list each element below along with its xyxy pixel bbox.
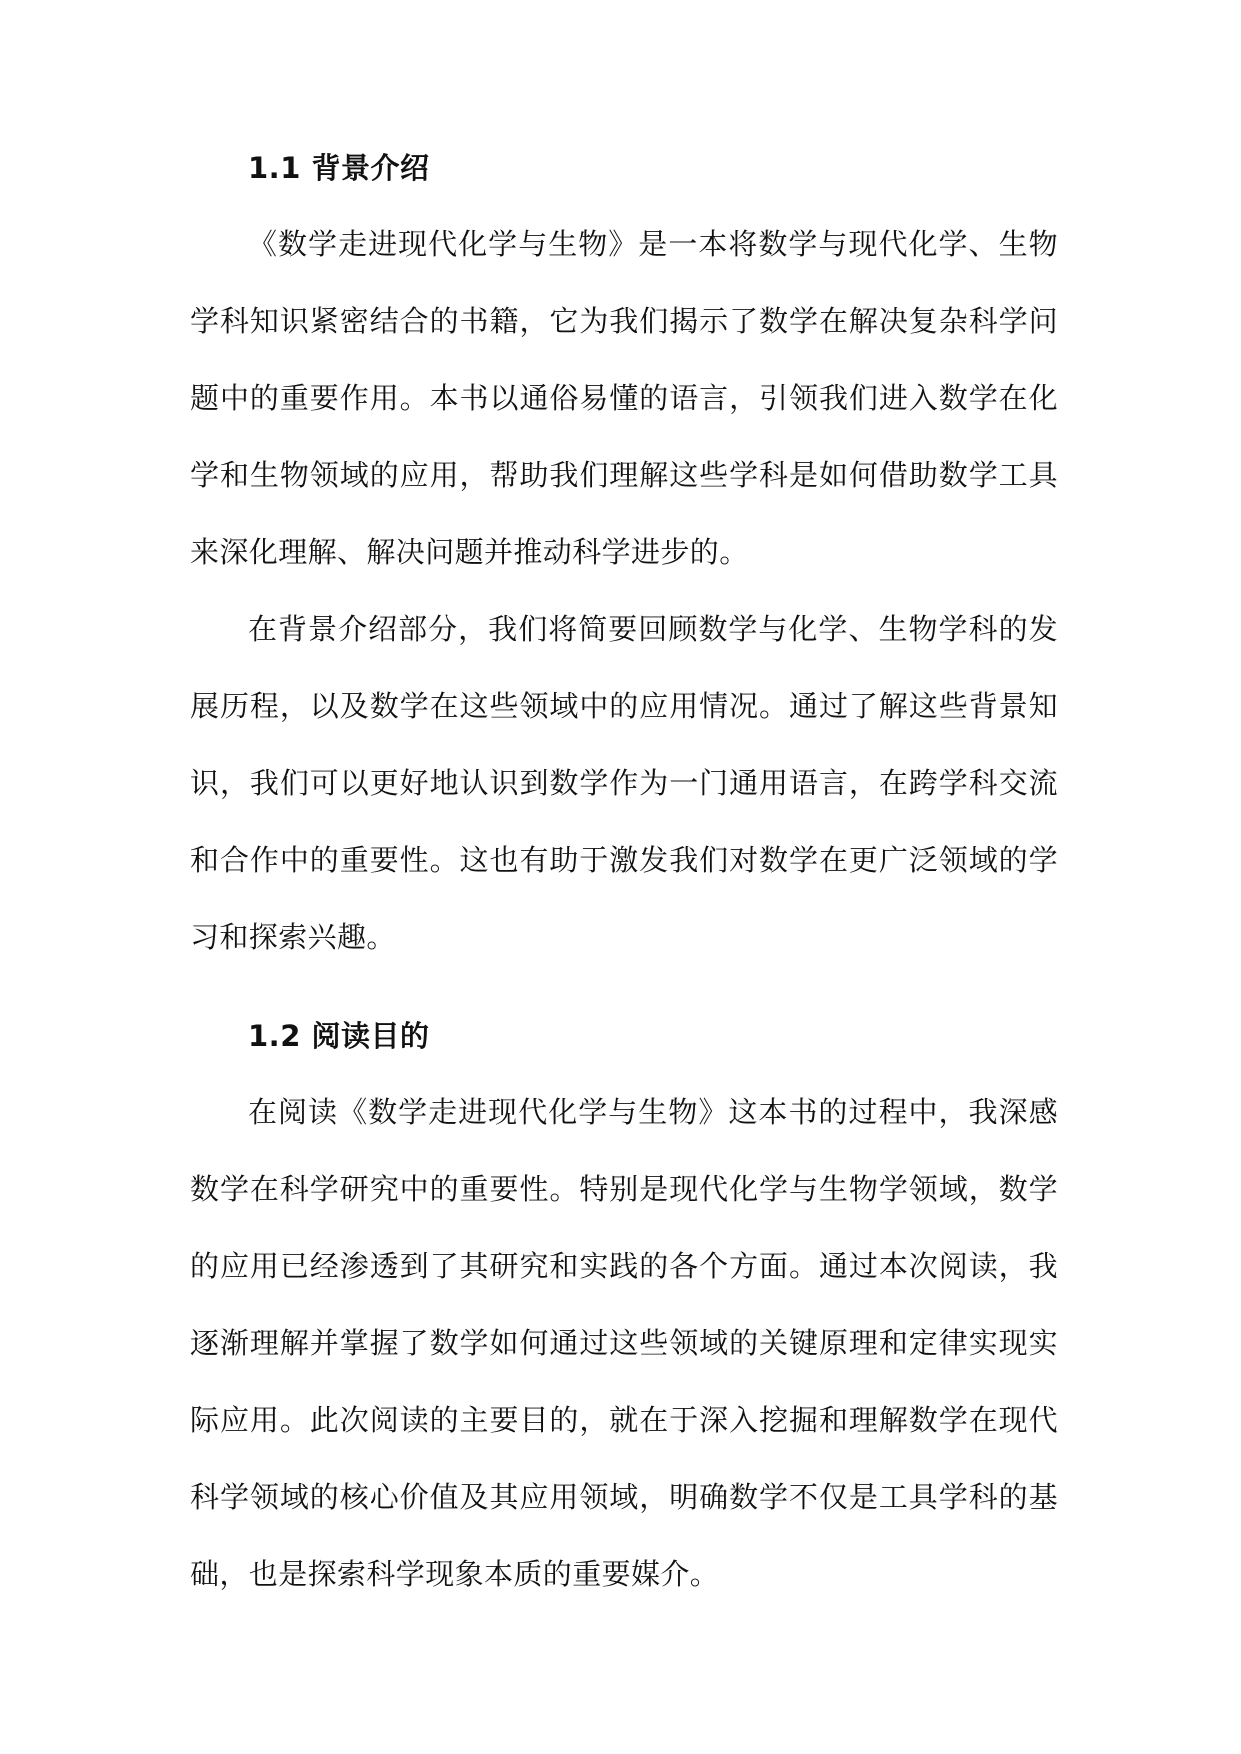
section-heading-background: 1.1 背景介绍 (248, 151, 430, 185)
paragraph-background-intro: 《数学走进现代化学与生物》是一本将数学与现代化学、生物学科知识紧密结合的书籍，它为我们揭示了数学在解决复杂科学问题中的重要作用。本书以通俗易懂的语言，引领我们进入数学在化学和生物领域的应用，帮助我们理解这些学科是如何借助数学工具来深化理解、解决问题并推动科学进步的。 (190, 227, 1058, 569)
paragraph-reading-purpose: 在阅读《数学走进现代化学与生物》这本书的过程中，我深感数学在科学研究中的重要性。特别是现代化学与生物学领域，数学的应用已经渗透到了其研究和实践的各个方面。通过本次阅读，我逐渐理解并掌握了数学如何通过这些领域的关键原理和定律实现实际应用。此次阅读的主要目的，就在于深入挖掘和理解数学在现代科学领域的核心价值及其应用领域，明确数学不仅是工具学科的基础，也是探索科学现象本质的重要媒介。 (190, 1095, 1058, 1591)
document-page (190, 148, 1058, 1613)
paragraph-background-history: 在背景介绍部分，我们将简要回顾数学与化学、生物学科的发展历程，以及数学在这些领域中的应用情况。通过了解这些背景知识，我们可以更好地认识到数学作为一门通用语言，在跨学科交流和合作中的重要性。这也有助于激发我们对数学在更广泛领域的学习和探索兴趣。 (190, 612, 1058, 954)
section-heading-reading-purpose: 1.2 阅读目的 (248, 1019, 430, 1053)
